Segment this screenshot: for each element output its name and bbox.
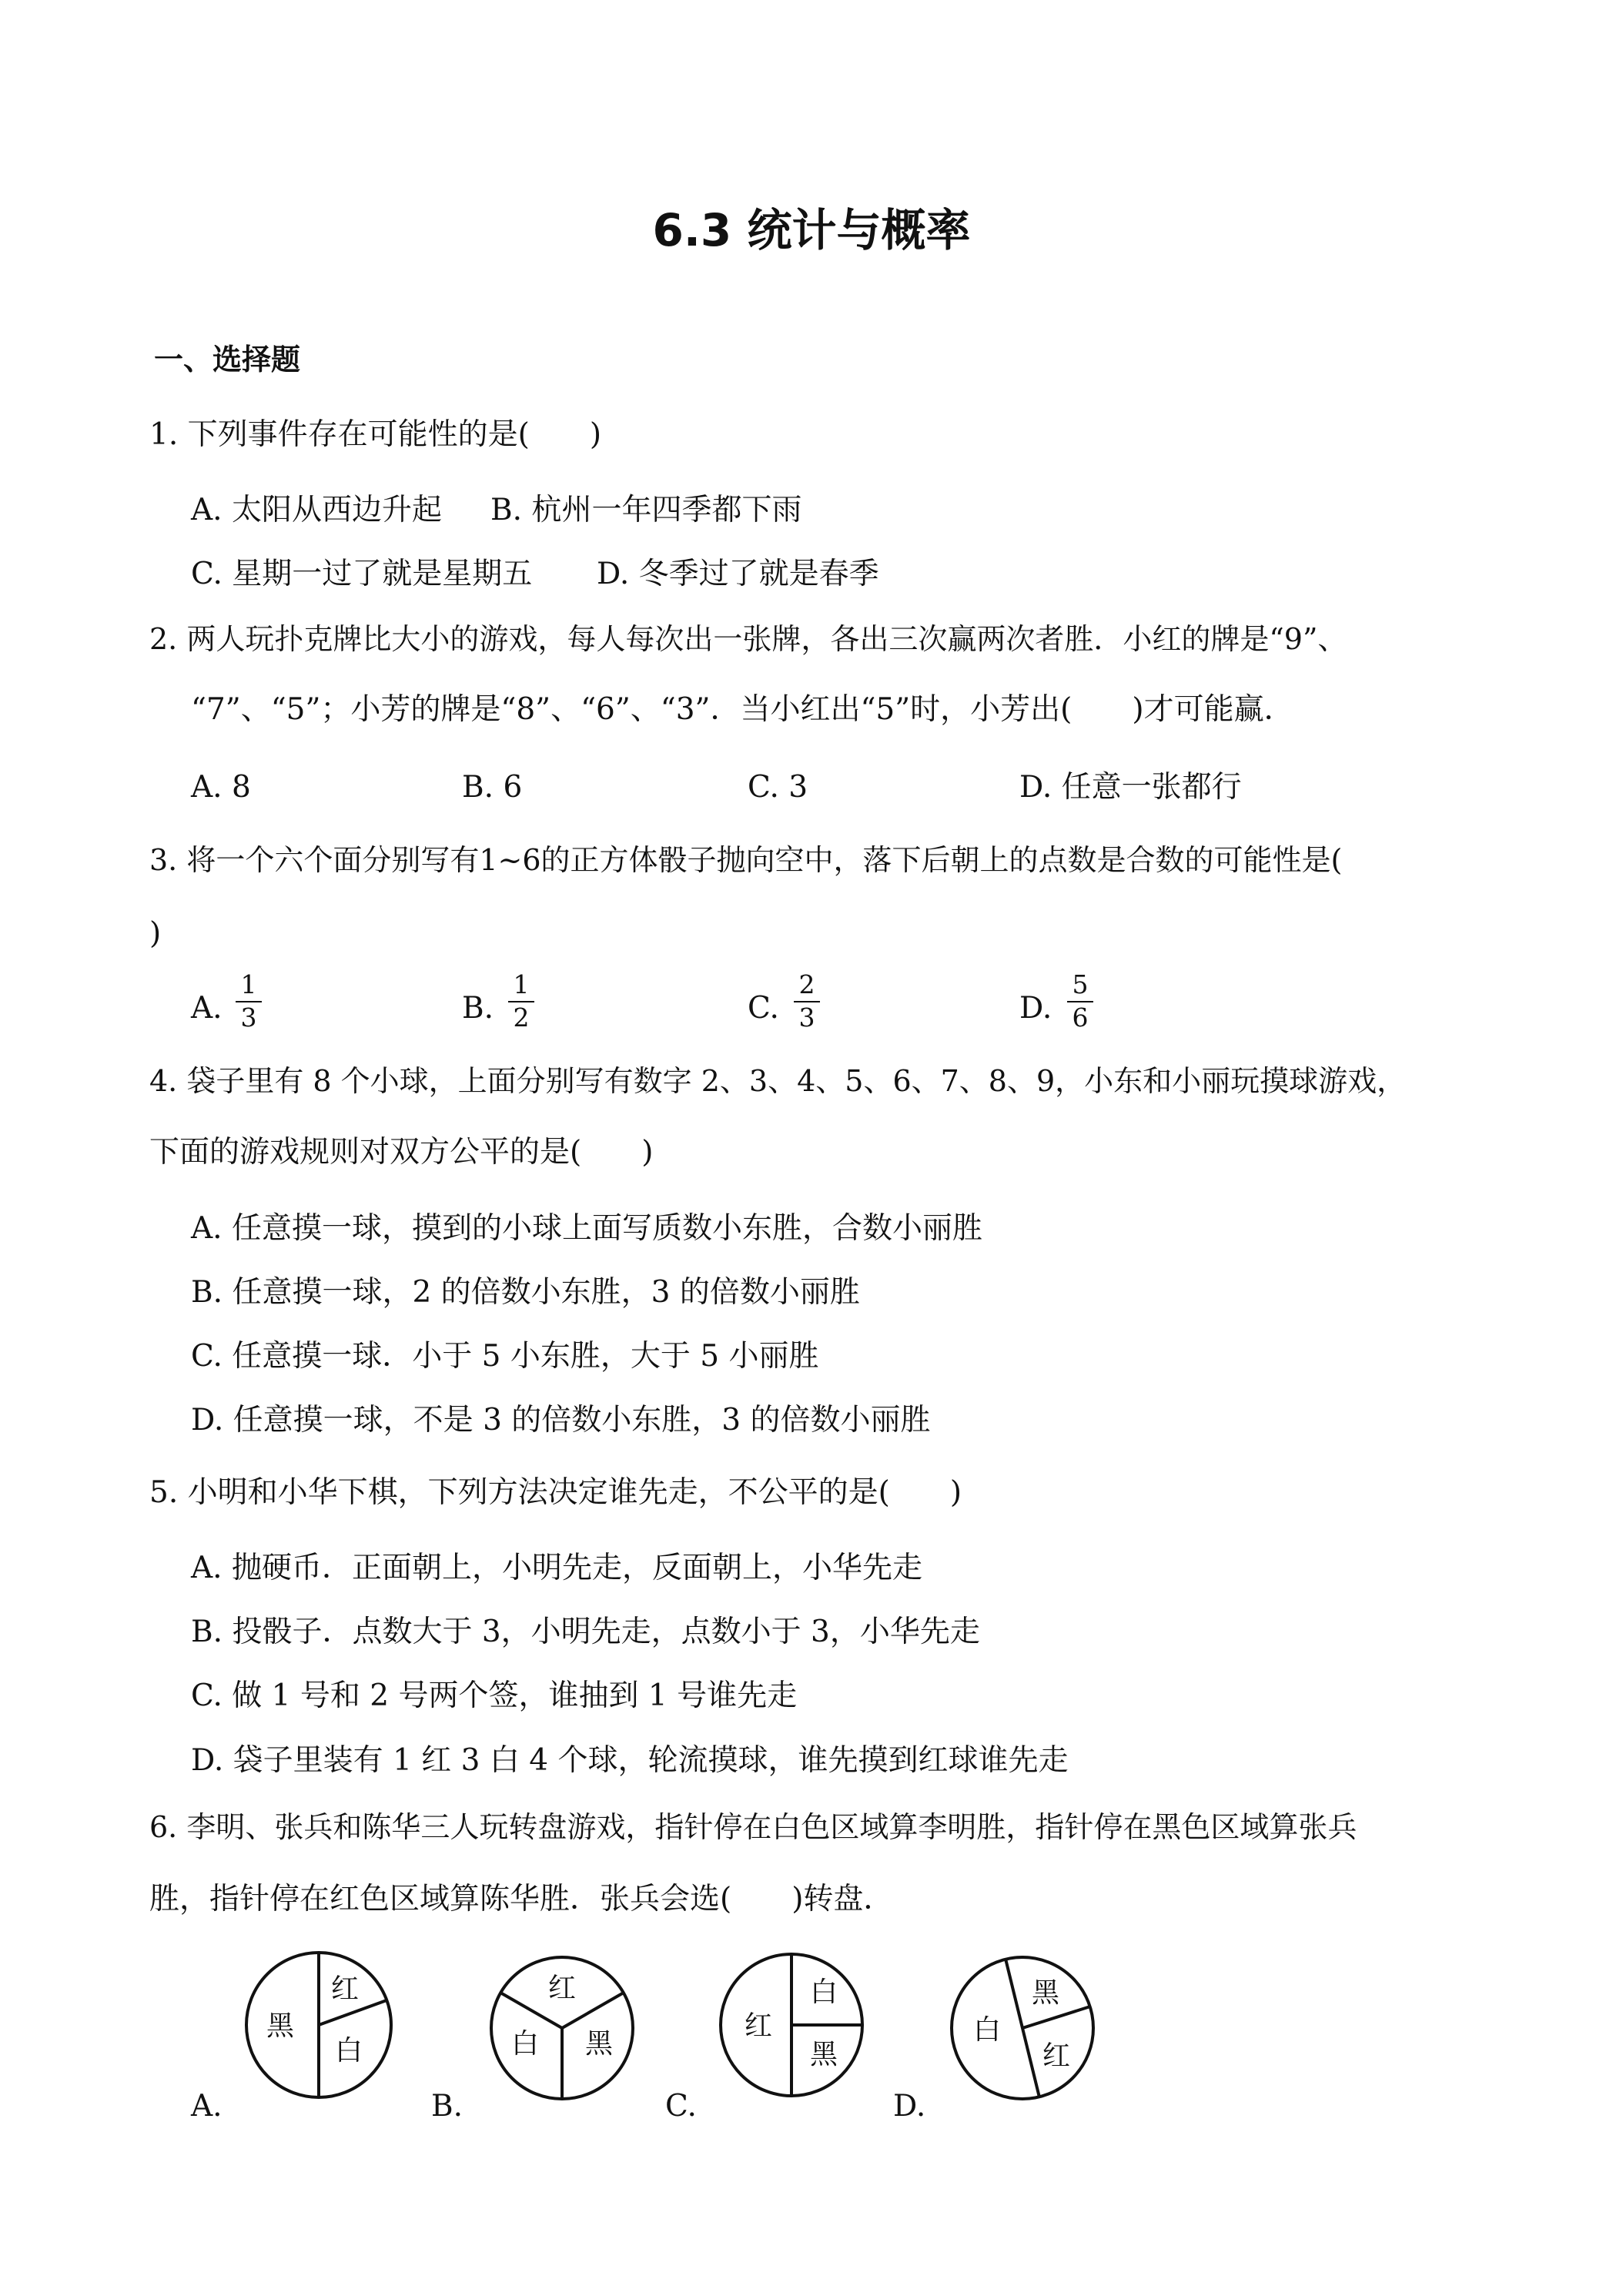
numerator: 5 — [1072, 969, 1089, 999]
question-4-option-b: B. 任意摸一球，2 的倍数小东胜，3 的倍数小丽胜 — [191, 1275, 860, 1310]
question-3-option-d-fraction — [1067, 969, 1093, 1033]
question-1-option-a: A. 太阳从西边升起 — [191, 493, 442, 527]
spinner-a-white-label: 白 — [334, 2035, 363, 2067]
question-3-option-a-fraction — [236, 969, 262, 1033]
spinner-b-white-label: 白 — [510, 2028, 540, 2060]
denominator: 2 — [513, 1002, 530, 1033]
question-3-option-b-label: B. — [462, 991, 494, 1026]
denominator: 3 — [240, 1002, 257, 1033]
numerator: 1 — [513, 969, 530, 999]
question-5-option-d: D. 袋子里装有 1 红 3 白 4 个球，轮流摸球，谁先摸到红球谁先走 — [191, 1743, 1069, 1778]
numerator: 2 — [798, 969, 815, 999]
spinner-d — [947, 1953, 1098, 2104]
question-3-option-d-label: D. — [1019, 991, 1052, 1026]
question-2-option-b: B. 6 — [462, 770, 523, 805]
question-6-stem-line2: 胜，指针停在红色区域算陈华胜．张兵会选( )转盘． — [149, 1882, 894, 1916]
question-5-option-c: C. 做 1 号和 2 号两个签，谁抽到 1 号谁先走 — [191, 1678, 798, 1713]
question-6-option-c: C. — [665, 2089, 697, 2124]
spinner-c — [716, 1950, 867, 2100]
question-4-stem-line2: 下面的游戏规则对双方公平的是( ) — [149, 1135, 654, 1170]
numerator: 1 — [240, 969, 257, 999]
section-heading: 一、选择题 — [154, 343, 301, 377]
question-3-option-b-fraction — [508, 969, 534, 1033]
question-2-option-d: D. 任意一张都行 — [1019, 770, 1242, 805]
spinner-b-black-label: 黑 — [584, 2028, 614, 2060]
question-1-option-b: B. 杭州一年四季都下雨 — [490, 493, 802, 527]
question-4-stem-line1: 4. 袋子里有 8 个小球，上面分别写有数字 2、3、4、5、6、7、8、9，小东和小丽玩摸球游戏， — [149, 1064, 1407, 1098]
spinner-b-red-label: 红 — [547, 1973, 577, 2004]
question-3-option-a-label: A. — [191, 991, 223, 1026]
question-4-option-a: A. 任意摸一球，摸到的小球上面写质数小东胜，合数小丽胜 — [191, 1211, 982, 1246]
question-2-option-c: C. 3 — [748, 770, 808, 805]
spinner-c-black-label: 黑 — [809, 2039, 838, 2070]
spinner-a — [242, 1948, 396, 2102]
spinner-d-divider-right — [1022, 2006, 1090, 2028]
question-1-option-d: D. 冬季过了就是春季 — [597, 557, 879, 591]
question-3-option-c-fraction — [794, 969, 820, 1033]
question-6-option-a: A. — [191, 2089, 223, 2124]
question-5-stem: 5. 小明和小华下棋，下列方法决定谁先走，不公平的是( ) — [149, 1475, 962, 1510]
question-6-option-d: D. — [893, 2089, 926, 2124]
question-3-stem-line1: 3. 将一个六个面分别写有1~6的正方体骰子抛向空中，落下后朝上的点数是合数的可能性是( — [149, 843, 1343, 877]
denominator: 6 — [1072, 1002, 1089, 1033]
question-3-stem-line2: ) — [149, 916, 162, 951]
page-title: 6.3 统计与概率 — [652, 204, 971, 256]
spinner-d-red-label: 红 — [1042, 2040, 1071, 2072]
spinner-d-black-label: 黑 — [1031, 1977, 1060, 2009]
question-2-stem-line1: 2. 两人玩扑克牌比大小的游戏，每人每次出一张牌，各出三次赢两次者胜．小红的牌是“9”、 — [149, 622, 1347, 656]
question-4-option-d: D. 任意摸一球，不是 3 的倍数小东胜，3 的倍数小丽胜 — [191, 1403, 931, 1438]
spinner-b — [487, 1953, 637, 2104]
spinner-c-white-label: 白 — [809, 1976, 838, 2008]
spinner-a-red-label: 红 — [330, 1973, 360, 2005]
question-2-option-a: A. 8 — [191, 770, 251, 805]
question-4-option-c: C. 任意摸一球．小于 5 小东胜，大于 5 小丽胜 — [191, 1339, 819, 1374]
spinner-c-red-label: 红 — [744, 2010, 773, 2042]
question-6-stem-line1: 6. 李明、张兵和陈华三人玩转盘游戏，指针停在白色区域算李明胜，指针停在黑色区域算张兵 — [149, 1810, 1357, 1844]
denominator: 3 — [798, 1002, 815, 1033]
question-5-option-b: B. 投骰子．点数大于 3，小明先走，点数小于 3，小华先走 — [191, 1615, 980, 1649]
question-6-option-b: B. — [431, 2089, 463, 2124]
question-1-option-c: C. 星期一过了就是星期五 — [191, 557, 533, 591]
spinner-a-black-label: 黑 — [266, 2010, 295, 2042]
spinner-d-white-label: 白 — [972, 2014, 1002, 2046]
question-2-stem-line2: “7”、“5”；小芳的牌是“8”、“6”、“3”．当小红出“5”时，小芳出( )才可能赢． — [191, 692, 1294, 727]
question-3-option-c-label: C. — [748, 991, 779, 1026]
question-5-option-a: A. 抛硬币．正面朝上，小明先走，反面朝上，小华先走 — [191, 1551, 922, 1585]
question-1-stem: 1. 下列事件存在可能性的是( ) — [149, 417, 602, 452]
